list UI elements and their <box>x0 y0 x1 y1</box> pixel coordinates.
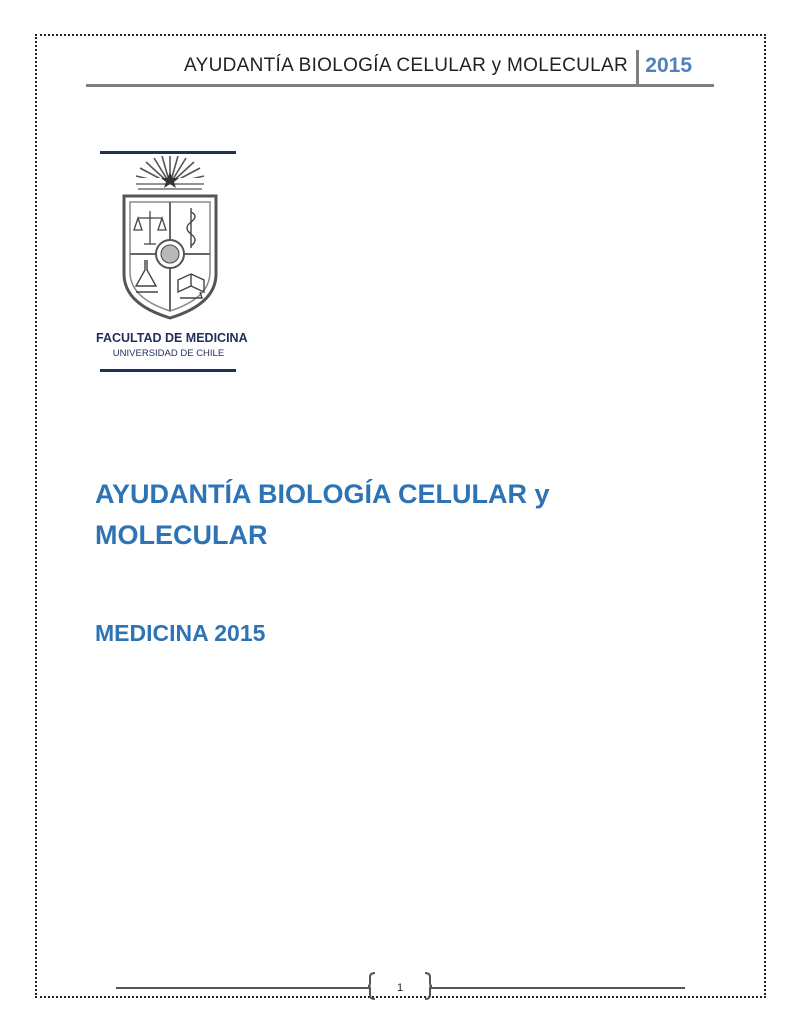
header-title: AYUDANTÍA BIOLOGÍA CELULAR y MOLECULAR <box>184 55 628 76</box>
header-rule <box>86 84 714 87</box>
faculty-logo <box>96 148 248 378</box>
coat-of-arms-icon <box>96 156 241 336</box>
header-separator <box>636 50 639 86</box>
page-header <box>86 50 714 88</box>
logo-faculty-name: FACULTAD DE MEDICINA <box>96 331 248 345</box>
page-number: 1 <box>396 982 404 994</box>
header-year: 2015 <box>645 54 692 77</box>
logo-university-name: UNIVERSIDAD DE CHILE <box>112 348 225 359</box>
document-title: AYUDANTÍA BIOLOGÍA CELULAR y MOLECULAR <box>95 479 550 550</box>
right-bracket-icon <box>424 972 432 1000</box>
document-subtitle: MEDICINA 2015 <box>95 620 266 646</box>
logo-bottom-line <box>100 369 236 372</box>
footer-rule-left <box>116 987 370 989</box>
logo-top-line <box>100 151 236 154</box>
left-bracket-icon <box>368 972 376 1000</box>
footer-rule-right <box>430 987 685 989</box>
